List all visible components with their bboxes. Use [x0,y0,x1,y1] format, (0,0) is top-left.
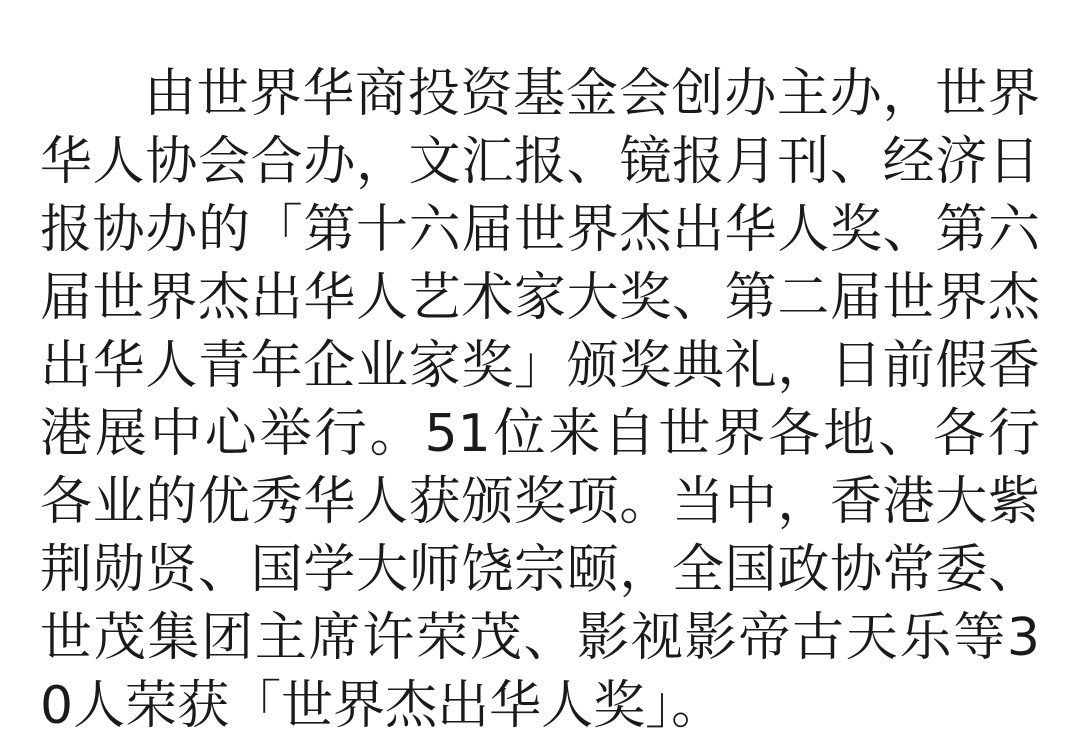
article-paragraph: 由世界华商投资基金会创办主办，世界华人协会合办，文汇报、镜报月刊、经济日报协办的「第十六届世界杰出华人奖、第六届世界杰出华人艺术家大奖、第二届世界杰出华人青年企业家奖」颁奖典礼，日前假香港展中心举行。51位来自世界各地、各行各业的优秀华人获颁奖项。当中，香港大紫荆勋贤、国学大师饶宗颐，全国政协常委、世茂集团主席许荣茂、影视影帝古天乐等30人荣获「世界杰出华人奖」。 [40,64,1040,736]
